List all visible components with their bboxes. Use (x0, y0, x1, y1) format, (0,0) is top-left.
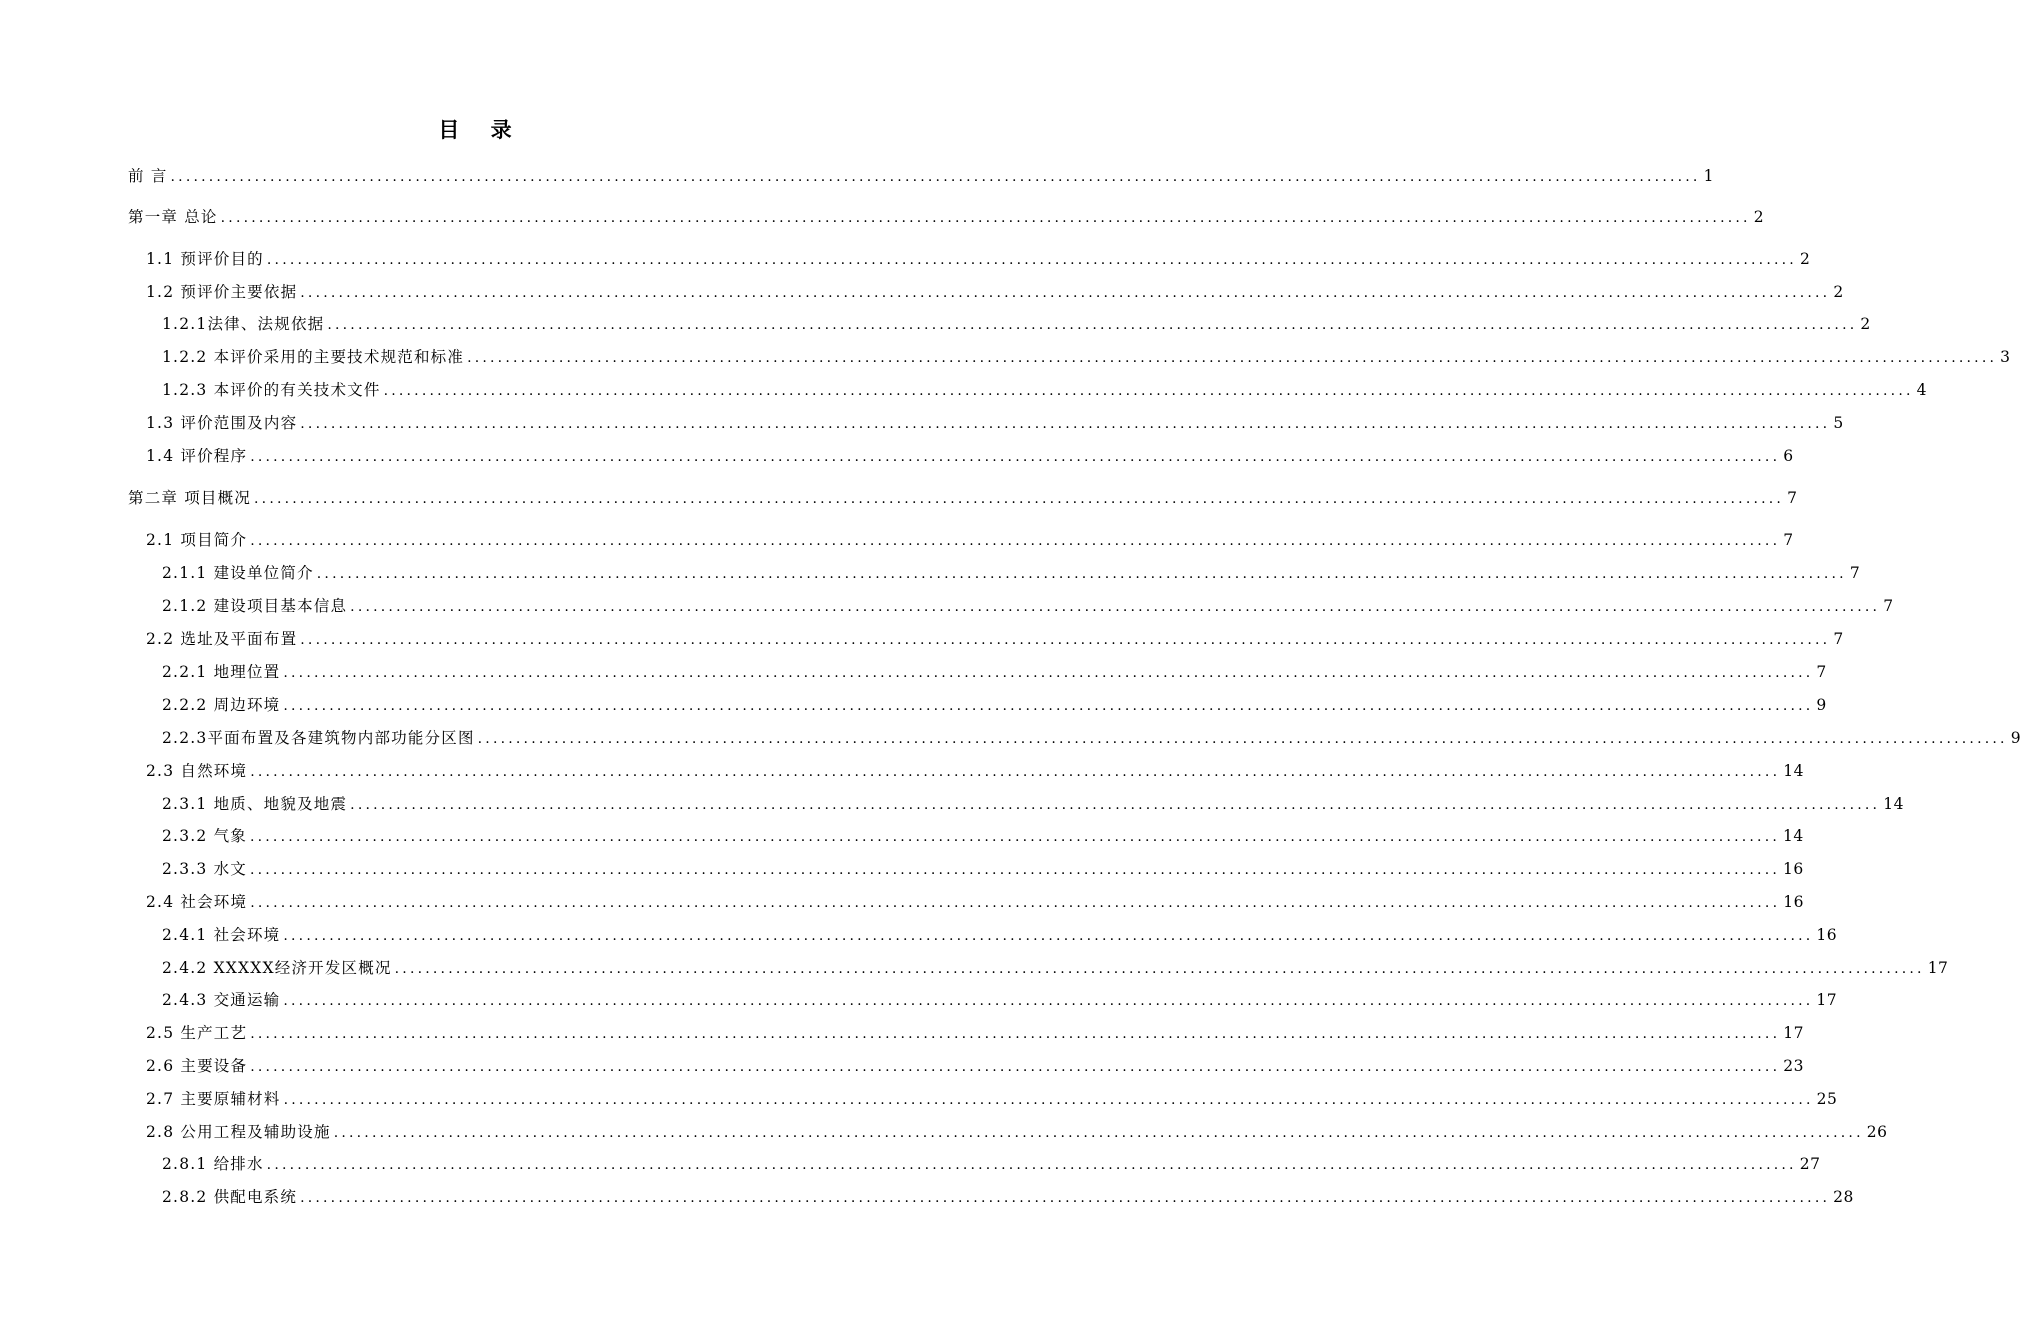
toc-entry-label: 2.4 社会环境 (146, 893, 248, 911)
dot-leader: ........................................................................................................................................................................................................ (383, 383, 1914, 399)
toc-entry-label: 2.3.3 水文 (162, 860, 247, 878)
toc-entry-label: 第一章 总论 (128, 208, 218, 226)
toc-entry[interactable] (146, 629, 1844, 649)
toc-entry-page-number: 25 (1816, 1090, 1838, 1108)
toc-entry-page-number: 7 (1833, 630, 1844, 648)
toc-entry-label: 2.1.1 建设单位简介 (162, 564, 314, 582)
toc-entry[interactable] (162, 958, 1949, 978)
toc-entry-page-number: 7 (1816, 663, 1827, 681)
toc-entry[interactable] (162, 695, 1827, 715)
dot-leader: ........................................................................................................................................................................................................ (467, 350, 1998, 366)
toc-entry[interactable] (146, 1056, 1804, 1076)
toc-entry-page-number: 26 (1866, 1123, 1888, 1141)
dot-leader: ........................................................................................................................................................................................................ (283, 1092, 1814, 1108)
dot-leader: ........................................................................................................................................................................................................ (220, 210, 1751, 226)
toc-entry-label: 2.6 主要设备 (146, 1057, 248, 1075)
toc-entry[interactable] (146, 446, 1794, 466)
toc-entry[interactable] (146, 892, 1804, 912)
toc-entry-page-number: 28 (1833, 1188, 1854, 1206)
toc-entry[interactable] (162, 314, 1871, 334)
toc-entry-label: 2.8.1 给排水 (162, 1155, 264, 1173)
toc-entry-label: 第二章 项目概况 (128, 489, 252, 507)
toc-entry[interactable] (128, 166, 1714, 186)
toc-entry-page-number: 9 (2010, 729, 2021, 747)
toc-entry-label: 2.2 选址及平面布置 (146, 630, 298, 648)
toc-entry-label: 1.3 评价范围及内容 (146, 414, 298, 432)
toc-entry-page-number: 27 (1799, 1155, 1821, 1173)
toc-entry-page-number: 3 (2000, 348, 2011, 366)
toc-entry[interactable] (162, 794, 1904, 814)
dot-leader: ........................................................................................................................................................................................................ (250, 449, 1781, 465)
toc-entry-page-number: 17 (1783, 1024, 1804, 1042)
toc-entry[interactable] (162, 563, 1861, 583)
toc-entry-label: 2.3.2 气象 (162, 827, 247, 845)
toc-entry-page-number: 5 (1833, 414, 1844, 432)
dot-leader: ........................................................................................................................................................................................................ (283, 993, 1814, 1009)
toc-entry-page-number: 2 (1860, 315, 1871, 333)
toc-entry[interactable] (146, 1023, 1804, 1043)
toc-entry-page-number: 1 (1703, 167, 1714, 185)
toc-entry-label: 1.1 预评价目的 (146, 250, 264, 268)
toc-entry-label: 2.5 生产工艺 (146, 1024, 248, 1042)
toc-entry-page-number: 23 (1783, 1057, 1804, 1075)
dot-leader: ........................................................................................................................................................................................................ (249, 862, 1781, 878)
toc-entry[interactable] (162, 728, 2021, 748)
toc-entry[interactable] (162, 596, 1894, 616)
dot-leader: ........................................................................................................................................................................................................ (170, 169, 1701, 185)
dot-leader: ........................................................................................................................................................................................................ (477, 731, 2008, 747)
toc-entry-page-number: 17 (1927, 959, 1949, 977)
dot-leader: ........................................................................................................................................................................................................ (250, 1059, 1781, 1075)
toc-entry-label: 2.1.2 建设项目基本信息 (162, 597, 348, 615)
toc-entry[interactable] (162, 347, 2011, 367)
dot-leader: ........................................................................................................................................................................................................ (283, 928, 1814, 944)
toc-entry[interactable] (162, 990, 1838, 1010)
toc-entry-label: 2.8.2 供配电系统 (162, 1188, 298, 1206)
toc-entry-label: 2.3.1 地质、地貌及地震 (162, 795, 348, 813)
toc-entry-label: 2.8 公用工程及辅助设施 (146, 1123, 331, 1141)
toc-entry-label: 2.4.1 社会环境 (162, 926, 281, 944)
toc-entry-page-number: 14 (1783, 827, 1804, 845)
toc-entry-page-number: 7 (1883, 597, 1894, 615)
toc-title: 目 录 (438, 117, 524, 142)
toc-entry-label: 1.4 评价程序 (146, 447, 248, 465)
dot-leader: ........................................................................................................................................................................................................ (254, 491, 1785, 507)
toc-entry-page-number: 16 (1783, 860, 1804, 878)
toc-entry-label: 1.2.2 本评价采用的主要技术规范和标准 (162, 348, 465, 366)
dot-leader: ........................................................................................................................................................................................................ (394, 961, 1925, 977)
toc-entry-page-number: 14 (1883, 795, 1904, 813)
toc-entry[interactable] (146, 282, 1844, 302)
toc-entry-label: 2.2.2 周边环境 (162, 696, 281, 714)
toc-entry-page-number: 4 (1916, 381, 1927, 399)
toc-entry-page-number: 17 (1816, 991, 1838, 1009)
toc-entry-page-number: 7 (1783, 531, 1794, 549)
toc-entry[interactable] (128, 488, 1798, 508)
toc-entry-label: 2.2.3平面布置及各建筑物内部功能分区图 (162, 729, 475, 747)
dot-leader: ........................................................................................................................................................................................................ (266, 252, 1797, 268)
toc-entry[interactable] (162, 925, 1838, 945)
toc-entry[interactable] (146, 413, 1844, 433)
dot-leader: ........................................................................................................................................................................................................ (250, 895, 1781, 911)
dot-leader: ........................................................................................................................................................................................................ (250, 1026, 1781, 1042)
toc-entry-page-number: 2 (1833, 283, 1844, 301)
toc-entry[interactable] (162, 1187, 1854, 1207)
dot-leader: ........................................................................................................................................................................................................ (250, 533, 1781, 549)
dot-leader: ........................................................................................................................................................................................................ (266, 1157, 1797, 1173)
dot-leader: ........................................................................................................................................................................................................ (333, 1125, 1864, 1141)
toc-entry-page-number: 2 (1753, 208, 1765, 226)
toc-entry-page-number: 2 (1799, 250, 1811, 268)
dot-leader: ........................................................................................................................................................................................................ (300, 416, 1831, 432)
toc-entry[interactable] (128, 207, 1765, 227)
dot-leader: ........................................................................................................................................................................................................ (249, 829, 1781, 845)
toc-entry-label: 1.2.3 本评价的有关技术文件 (162, 381, 381, 399)
toc-entry[interactable] (146, 249, 1811, 269)
toc-entry-label: 2.1 项目简介 (146, 531, 248, 549)
toc-entry-label: 2.3 自然环境 (146, 762, 248, 780)
toc-entry[interactable] (146, 1122, 1888, 1142)
toc-entry-page-number: 16 (1783, 893, 1804, 911)
dot-leader: ........................................................................................................................................................................................................ (283, 665, 1814, 681)
toc-entry[interactable] (162, 662, 1827, 682)
dot-leader: ........................................................................................................................................................................................................ (300, 632, 1831, 648)
toc-entry-page-number: 7 (1849, 564, 1861, 582)
dot-leader: ........................................................................................................................................................................................................ (283, 698, 1814, 714)
toc-entry-label: 2.4.3 交通运输 (162, 991, 281, 1009)
toc-entry-page-number: 16 (1816, 926, 1838, 944)
toc-entry[interactable] (146, 761, 1804, 781)
toc-entry-page-number: 14 (1783, 762, 1804, 780)
toc-entry-page-number: 7 (1787, 489, 1798, 507)
dot-leader: ........................................................................................................................................................................................................ (350, 797, 1881, 813)
dot-leader: ........................................................................................................................................................................................................ (327, 317, 1858, 333)
toc-entry-label: 1.2.1法律、法规依据 (162, 315, 325, 333)
toc-entry[interactable] (162, 859, 1804, 879)
dot-leader: ........................................................................................................................................................................................................ (250, 764, 1781, 780)
toc-entry-label: 前 言 (128, 167, 168, 185)
toc-entry[interactable] (162, 1154, 1821, 1174)
dot-leader: ........................................................................................................................................................................................................ (300, 285, 1831, 301)
toc-entry-label: 1.2 预评价主要依据 (146, 283, 298, 301)
toc-entry[interactable] (146, 530, 1794, 550)
dot-leader: ........................................................................................................................................................................................................ (300, 1190, 1831, 1206)
toc-entry-page-number: 9 (1816, 696, 1827, 714)
dot-leader: ........................................................................................................................................................................................................ (316, 566, 1847, 582)
toc-entry-label: 2.7 主要原辅材料 (146, 1090, 281, 1108)
toc-entry[interactable] (146, 1089, 1838, 1109)
dot-leader: ........................................................................................................................................................................................................ (350, 599, 1881, 615)
toc-entry[interactable] (162, 826, 1804, 846)
toc-entry-label: 2.2.1 地理位置 (162, 663, 281, 681)
toc-entry-label: 2.4.2 XXXXX经济开发区概况 (162, 959, 392, 977)
toc-entry-page-number: 6 (1783, 447, 1794, 465)
toc-entry[interactable] (162, 380, 1927, 400)
